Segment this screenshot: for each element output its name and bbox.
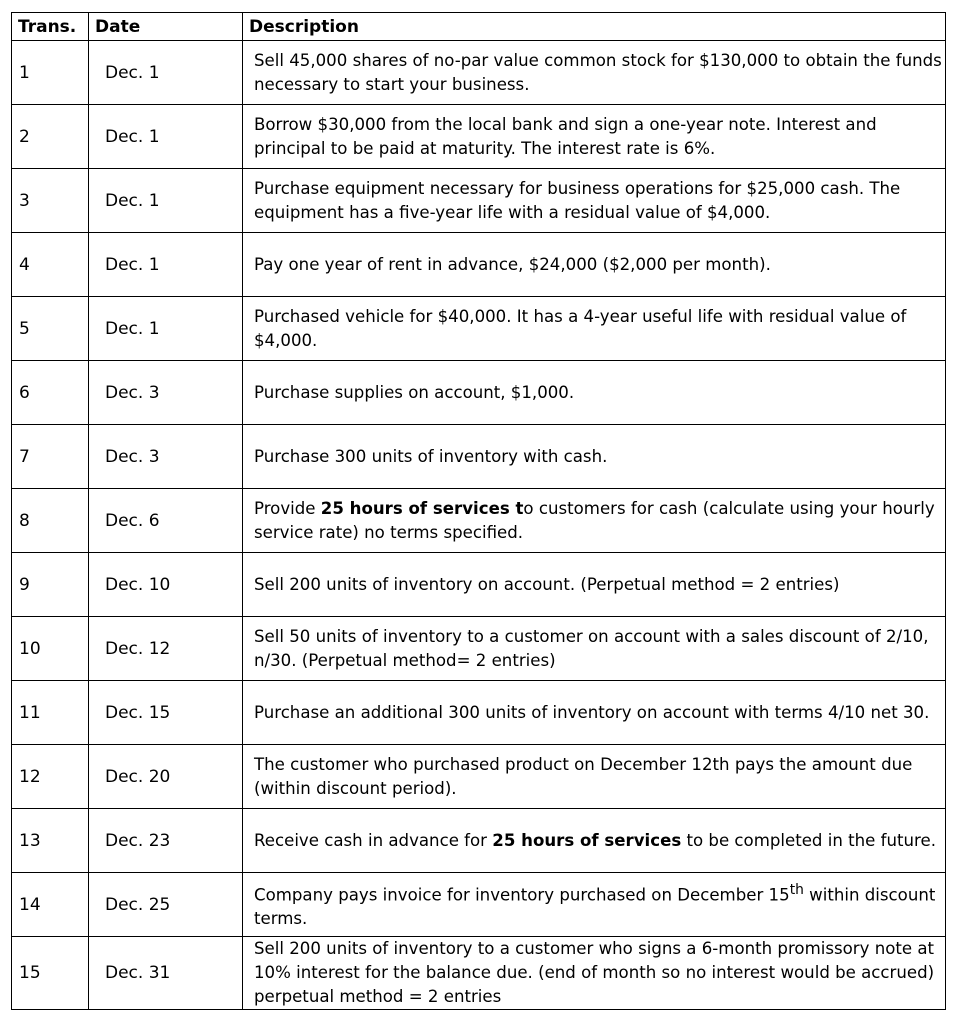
trans-number-cell: 3 bbox=[12, 169, 89, 233]
description-text: Sell 200 units of inventory to a customer who signs a 6-month promissory note at 10% interest for the balance due. (end of month so no interest would be accrued) perpetual method = 2 entries bbox=[254, 939, 935, 1006]
trans-number-cell: 4 bbox=[12, 233, 89, 297]
description-cell bbox=[243, 745, 946, 809]
table-body bbox=[12, 41, 946, 1010]
description-text: o customers for cash (calculate using your hourly service rate) no terms specified. bbox=[254, 498, 935, 542]
description-text: Sell 200 units of inventory on account. (Perpetual method = 2 entries) bbox=[254, 574, 840, 594]
trans-number-cell: 11 bbox=[12, 681, 89, 745]
table-row bbox=[12, 361, 946, 425]
date-cell: Dec. 10 bbox=[89, 553, 243, 617]
trans-number-cell: 5 bbox=[12, 297, 89, 361]
date-cell: Dec. 20 bbox=[89, 745, 243, 809]
trans-number-cell: 14 bbox=[12, 873, 89, 937]
description-cell bbox=[243, 617, 946, 681]
trans-number-cell: 10 bbox=[12, 617, 89, 681]
table-row bbox=[12, 41, 946, 105]
table-row bbox=[12, 553, 946, 617]
description-cell bbox=[243, 553, 946, 617]
date-cell: Dec. 6 bbox=[89, 489, 243, 553]
description-bold-text: 25 hours of services bbox=[492, 830, 682, 850]
table-row bbox=[12, 105, 946, 169]
trans-number-cell: 15 bbox=[12, 937, 89, 1010]
table-header-row bbox=[12, 13, 946, 41]
table-row bbox=[12, 297, 946, 361]
table-row bbox=[12, 745, 946, 809]
date-cell: Dec. 1 bbox=[89, 169, 243, 233]
table-row bbox=[12, 233, 946, 297]
description-bold-text: 25 hours of services t bbox=[320, 498, 524, 518]
description-text: Receive cash in advance for bbox=[254, 830, 493, 850]
description-text: Pay one year of rent in advance, $24,000 ($2,000 per month). bbox=[254, 254, 771, 274]
date-cell: Dec. 31 bbox=[89, 937, 243, 1010]
trans-number-cell: 7 bbox=[12, 425, 89, 489]
description-text: Sell 45,000 shares of no-par value common stock for $130,000 to obtain the funds necessary to start your business. bbox=[254, 50, 942, 94]
table-row bbox=[12, 681, 946, 745]
date-cell: Dec. 3 bbox=[89, 425, 243, 489]
description-text: to be completed in the future. bbox=[681, 830, 936, 850]
description-superscript: th bbox=[789, 881, 804, 898]
date-cell: Dec. 12 bbox=[89, 617, 243, 681]
description-cell bbox=[243, 233, 946, 297]
trans-number-cell: 12 bbox=[12, 745, 89, 809]
description-text: Provide bbox=[254, 498, 321, 518]
description-text: Company pays invoice for inventory purchased on December 15 bbox=[254, 885, 790, 905]
date-cell: Dec. 1 bbox=[89, 105, 243, 169]
description-cell bbox=[243, 681, 946, 745]
date-cell: Dec. 3 bbox=[89, 361, 243, 425]
trans-number-cell: 2 bbox=[12, 105, 89, 169]
description-text: Purchased vehicle for $40,000. It has a 4-year useful life with residual value of $4,000. bbox=[254, 306, 907, 350]
table-row bbox=[12, 809, 946, 873]
table-row bbox=[12, 489, 946, 553]
description-cell bbox=[243, 809, 946, 873]
trans-number-cell: 13 bbox=[12, 809, 89, 873]
description-text: Purchase 300 units of inventory with cash. bbox=[254, 446, 608, 466]
header-trans: Trans. bbox=[12, 13, 89, 41]
table-row bbox=[12, 617, 946, 681]
date-cell: Dec. 23 bbox=[89, 809, 243, 873]
description-text: Sell 50 units of inventory to a customer on account with a sales discount of 2/10, n/30. (Perpetual method= 2 entries) bbox=[254, 626, 929, 670]
description-text: Borrow $30,000 from the local bank and sign a one-year note. Interest and principal to be paid at maturity. The interest rate is 6%. bbox=[254, 114, 877, 158]
header-date: Date bbox=[89, 13, 243, 41]
description-cell bbox=[243, 105, 946, 169]
trans-number-cell: 1 bbox=[12, 41, 89, 105]
table-row bbox=[12, 937, 946, 1010]
transactions-table-container bbox=[11, 12, 945, 1010]
table-row bbox=[12, 169, 946, 233]
description-cell bbox=[243, 425, 946, 489]
description-text: Purchase equipment necessary for business operations for $25,000 cash. The equipment has a five-year life with a residual value of $4,000. bbox=[254, 178, 901, 222]
trans-number-cell: 8 bbox=[12, 489, 89, 553]
header-description: Description bbox=[243, 13, 946, 41]
description-cell bbox=[243, 873, 946, 937]
description-cell bbox=[243, 937, 946, 1010]
date-cell: Dec. 1 bbox=[89, 41, 243, 105]
description-text: Purchase supplies on account, $1,000. bbox=[254, 382, 575, 402]
date-cell: Dec. 1 bbox=[89, 297, 243, 361]
date-cell: Dec. 15 bbox=[89, 681, 243, 745]
date-cell: Dec. 1 bbox=[89, 233, 243, 297]
description-text: within discount terms. bbox=[254, 885, 936, 929]
date-cell: Dec. 25 bbox=[89, 873, 243, 937]
description-cell bbox=[243, 169, 946, 233]
transactions-table bbox=[11, 12, 946, 1010]
description-cell bbox=[243, 489, 946, 553]
description-text: Purchase an additional 300 units of inventory on account with terms 4/10 net 30. bbox=[254, 702, 930, 722]
description-cell bbox=[243, 297, 946, 361]
table-row bbox=[12, 873, 946, 937]
trans-number-cell: 6 bbox=[12, 361, 89, 425]
description-cell bbox=[243, 41, 946, 105]
trans-number-cell: 9 bbox=[12, 553, 89, 617]
description-cell bbox=[243, 361, 946, 425]
table-row bbox=[12, 425, 946, 489]
description-text: The customer who purchased product on December 12th pays the amount due (within discount period). bbox=[254, 754, 913, 798]
